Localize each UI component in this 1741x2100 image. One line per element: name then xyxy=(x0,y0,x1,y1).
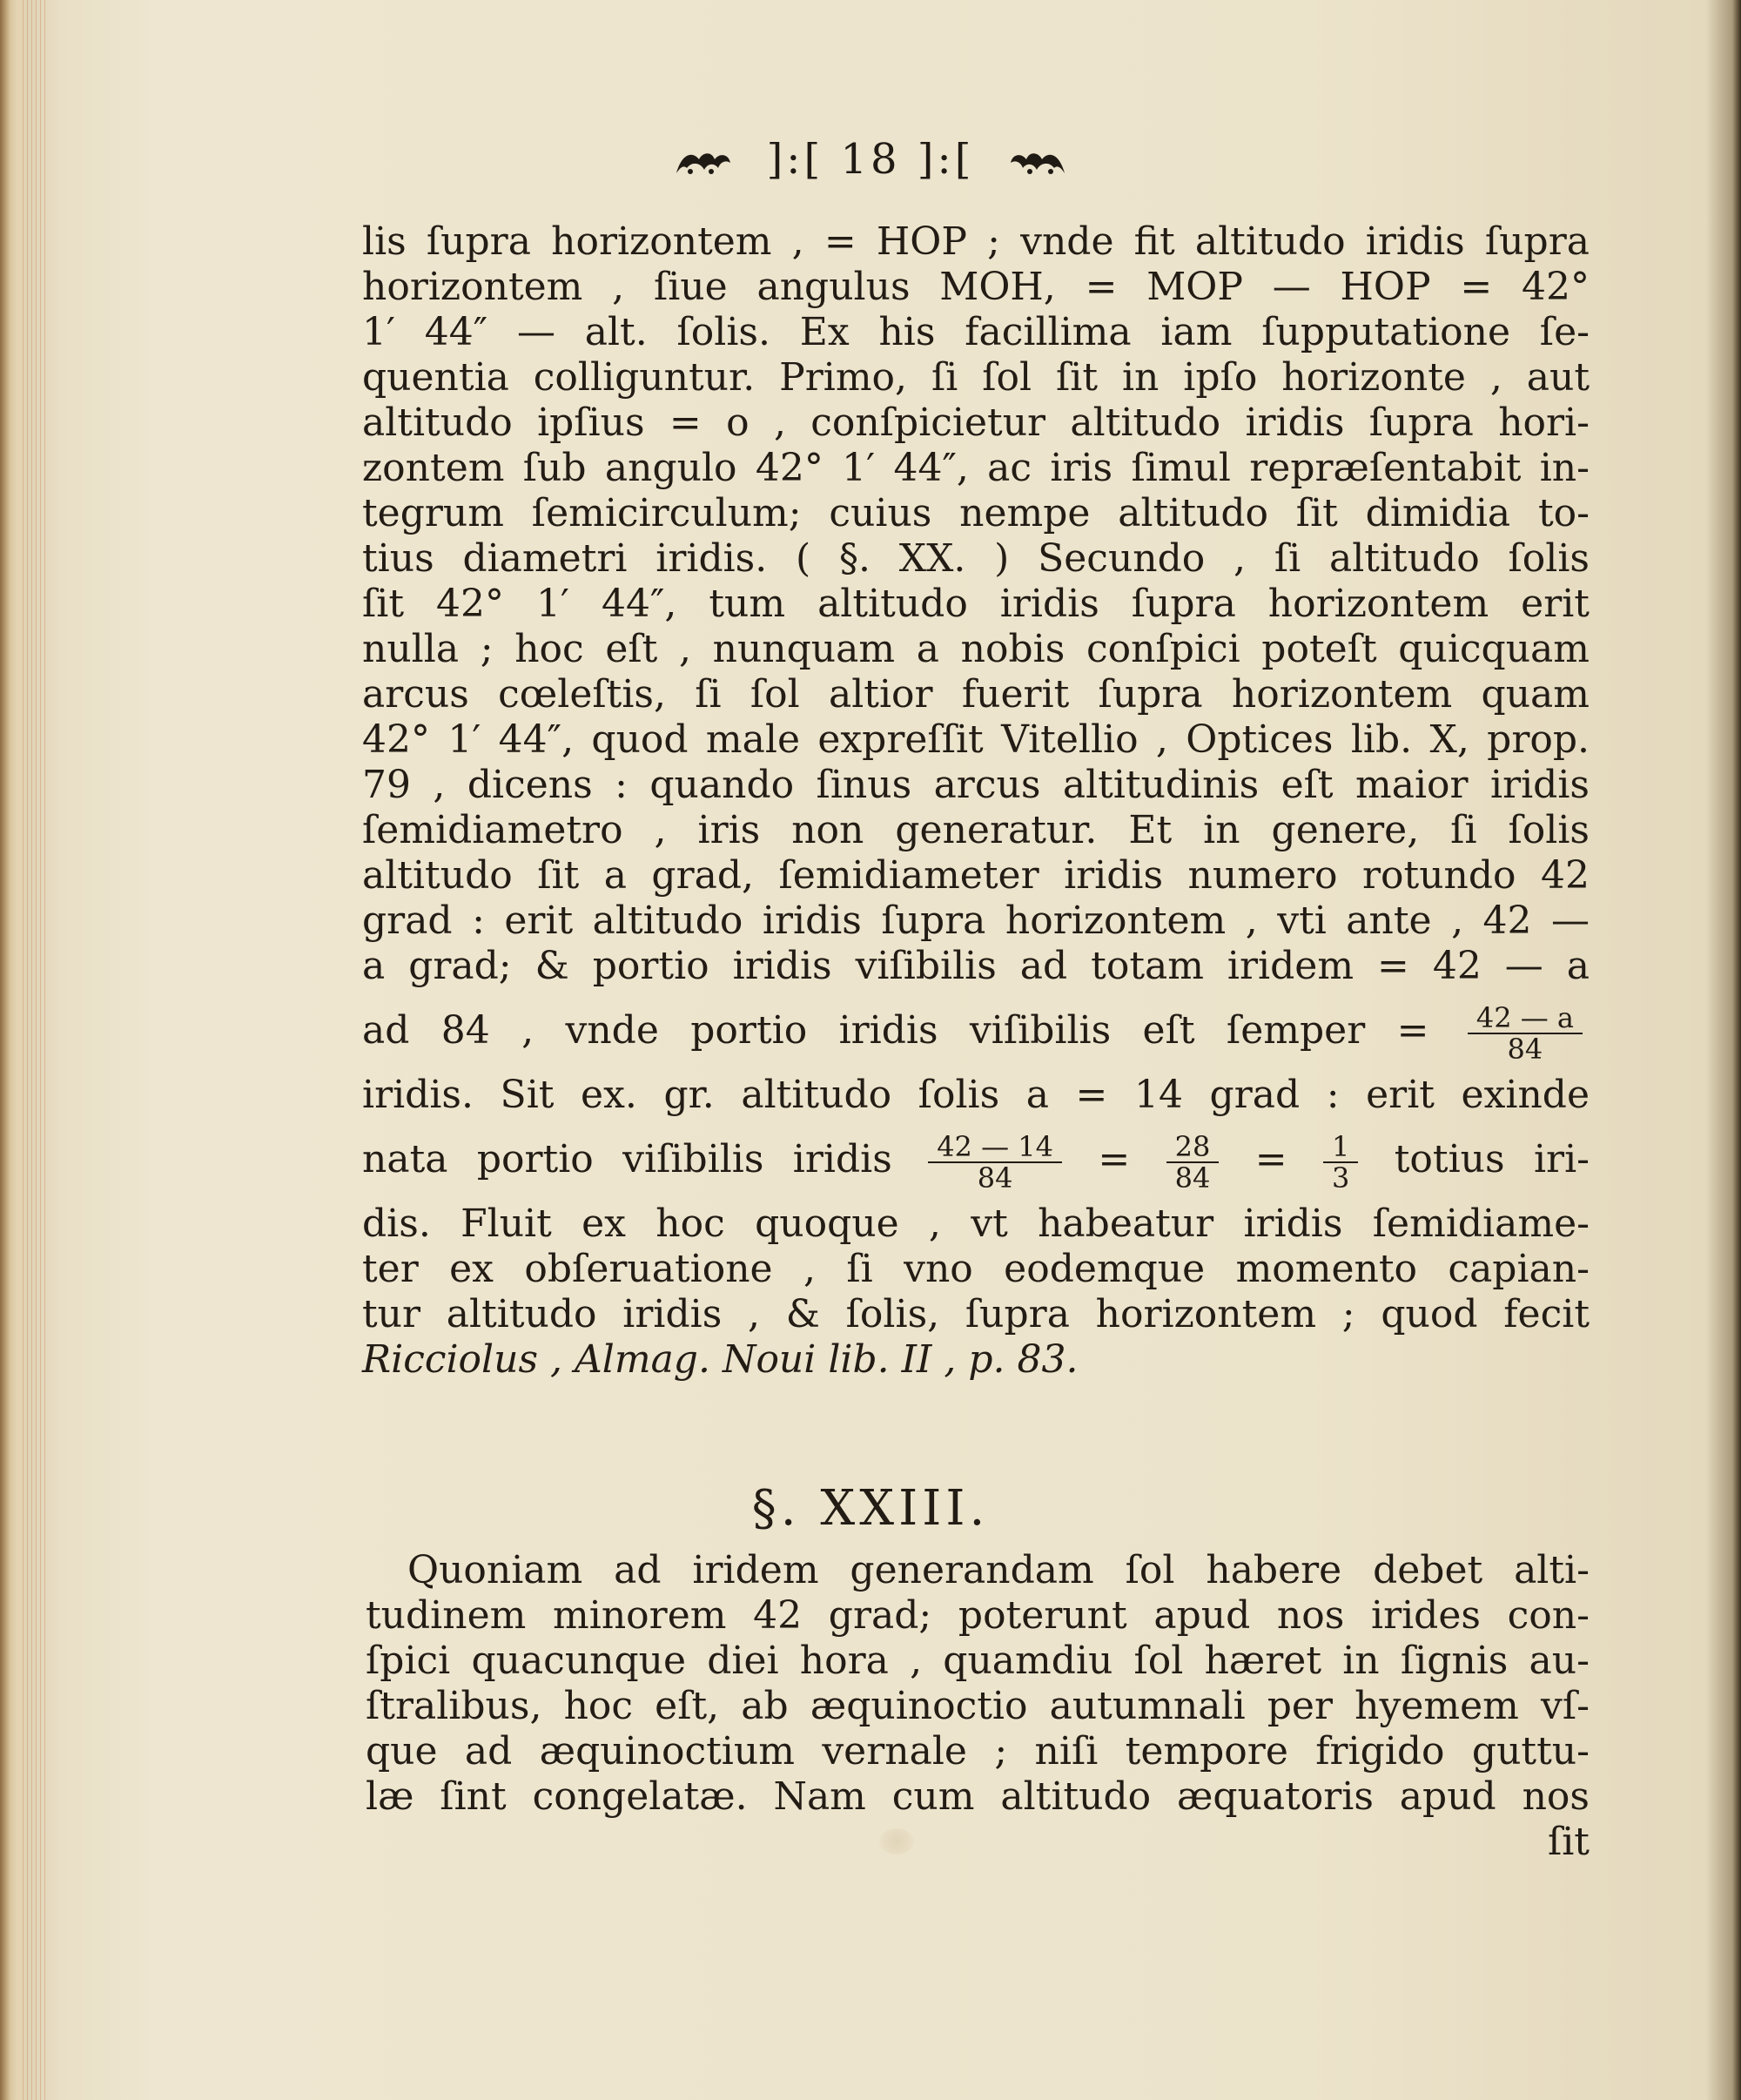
fraction xyxy=(1323,1129,1358,1195)
fraction-numerator: 42 — a xyxy=(1468,1003,1583,1034)
text-line: Quoniam ad iridem generandam ſol habere debet alti- xyxy=(407,1548,1590,1592)
text-line: ſpici quacunque diei hora , quamdiu ſol hæret in ſignis au- xyxy=(366,1639,1590,1683)
text-line: læ ſint congelatæ. Nam cum altitudo æquatoris apud nos xyxy=(366,1774,1590,1819)
text-line: 79 , dicens : quando ſinus arcus altitudinis eſt maior iridis xyxy=(362,763,1590,807)
citation-line: Ricciolus , Almag. Noui lib. II , p. 83. xyxy=(362,1337,1079,1382)
text-line: nulla ; hoc eſt , nunquam a nobis conſpici poteſt quicquam xyxy=(362,627,1590,671)
fraction-line xyxy=(362,989,1590,1073)
text-line: lis ſupra horizontem , = HOP ; vnde fit altitudo iridis ſupra xyxy=(362,219,1590,264)
fleuron-left-icon xyxy=(673,147,734,178)
text-line: dis. Fluit ex hoc quoque , vt habeatur iridis ſemidiame- xyxy=(362,1201,1590,1246)
text-line: tegrum ſemicirculum; cuius nempe altitudo ſit dimidia to- xyxy=(362,491,1590,535)
text-line: arcus cœleſtis, ſi ſol altior fuerit ſupra horizontem quam xyxy=(362,672,1590,717)
text-line: altitudo ſit a grad, ſemidiameter iridis numero rotundo 42 xyxy=(362,853,1590,898)
page-number: ]:[ 18 ]:[ xyxy=(766,135,975,184)
paragraph-continued xyxy=(362,219,1590,1383)
text-line: 42° 1′ 44″, quod male expreſſit Vitellio , Optices lib. X, prop. xyxy=(362,717,1590,762)
fraction-numerator: 42 — 14 xyxy=(928,1132,1062,1163)
text-line: a grad; & portio iridis viſibilis ad totam iridem = 42 — a xyxy=(362,944,1590,988)
running-header xyxy=(0,135,1741,196)
fraction-numerator: 1 xyxy=(1323,1132,1358,1163)
fraction xyxy=(1166,1129,1220,1195)
section-paragraph xyxy=(366,1548,1590,1865)
fraction-denominator: 3 xyxy=(1332,1161,1350,1195)
text-line: zontem ſub angulo 42° 1′ 44″, ac iris ſimul repræſentabit in- xyxy=(362,446,1590,490)
fraction-numerator: 28 xyxy=(1166,1132,1220,1163)
text-line: iridis. Sit ex. gr. altitudo ſolis a = 14 grad : erit exinde xyxy=(362,1073,1590,1117)
text-span: ad 84 , vnde portio iridis viſibilis eſt ſemper = xyxy=(362,1008,1429,1053)
text-line: ſtralibus, hoc eſt, ab æquinoctio autumnali per hyemem vſ- xyxy=(366,1684,1590,1728)
text-line: ſemidiametro , iris non generatur. Et in genere, ſi ſolis xyxy=(362,808,1590,852)
equals-sign: = xyxy=(1098,1137,1131,1181)
text-line: ſit 42° 1′ 44″, tum altitudo iridis ſupra horizontem erit xyxy=(362,582,1590,626)
text-line: quentia colliguntur. Primo, ſi ſol ſit in ipſo horizonte , aut xyxy=(362,355,1590,400)
text-line: que ad æquinoctium vernale ; niſi tempore frigido guttu- xyxy=(366,1729,1590,1774)
section-heading: §. XXIII. xyxy=(751,1480,990,1537)
fraction xyxy=(928,1129,1062,1195)
text-line: tius diametri iridis. ( §. XX. ) Secundo , ſi altitudo ſolis xyxy=(362,536,1590,581)
fleuron-right-icon xyxy=(1007,147,1068,178)
text-span: nata portio viſibilis iridis xyxy=(362,1137,892,1181)
text-line: grad : erit altitudo iridis ſupra horizontem , vti ante , 42 — xyxy=(362,899,1590,943)
fraction-denominator: 84 xyxy=(1507,1032,1543,1066)
page-stack-lines xyxy=(23,0,49,2100)
text-span: totius iri- xyxy=(1394,1137,1590,1181)
text-line: 1′ 44″ — alt. ſolis. Ex his facillima iam ſupputatione ſe- xyxy=(362,310,1590,354)
catchword: ſit xyxy=(1547,1820,1590,1864)
page-right-edge xyxy=(1706,0,1741,2100)
fraction-denominator: 84 xyxy=(977,1161,1013,1195)
text-line: tur altitudo iridis , & ſolis, ſupra horizontem ; quod fecit xyxy=(362,1292,1590,1336)
text-line: ter ex obſeruatione , ſi vno eodemque momento capian- xyxy=(362,1247,1590,1291)
text-line: horizontem , ſiue angulus MOH, = MOP — HOP = 42° xyxy=(362,265,1590,309)
text-line: tudinem minorem 42 grad; poterunt apud nos irides con- xyxy=(366,1593,1590,1638)
equals-sign: = xyxy=(1254,1137,1287,1181)
text-line: altitudo ipſius = o , conſpicietur altitudo iridis ſupra hori- xyxy=(362,400,1590,445)
fraction-denominator: 84 xyxy=(1174,1161,1211,1195)
fraction xyxy=(1468,1000,1583,1066)
fraction-line xyxy=(362,1118,1590,1201)
